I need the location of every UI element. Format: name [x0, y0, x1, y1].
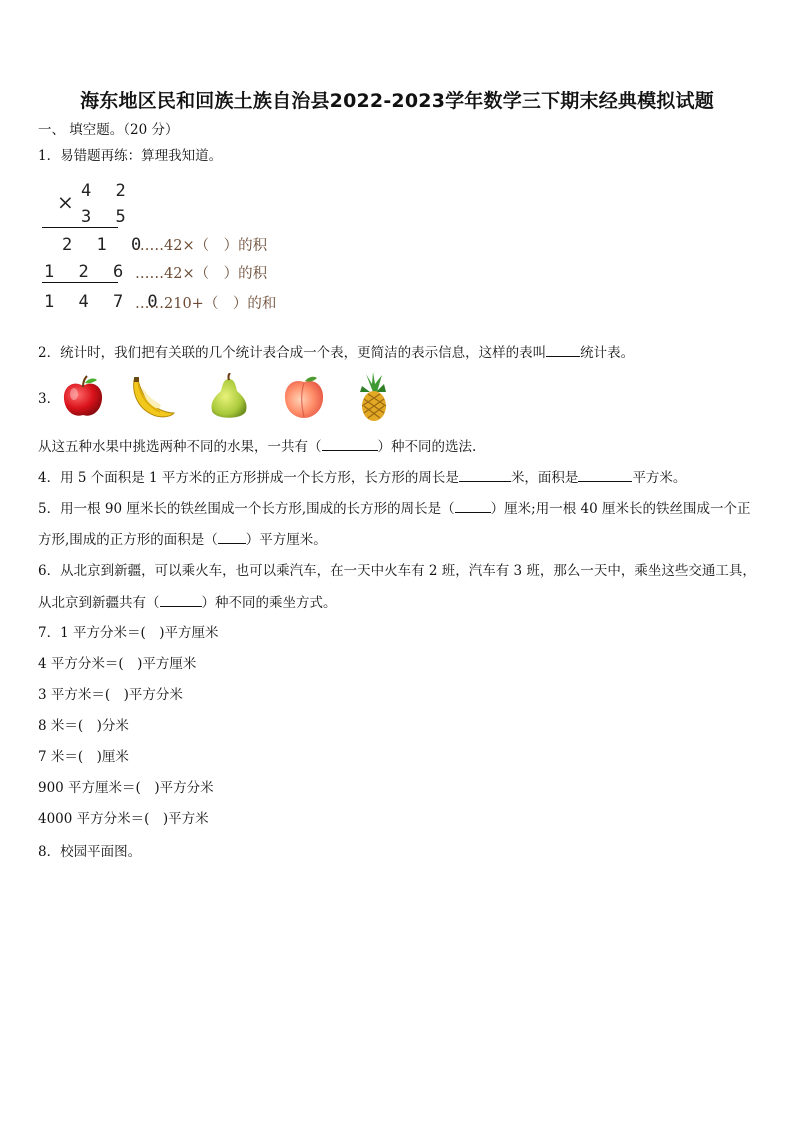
question-6-line-1: 6．从北京到新疆，可以乘火车，也可以乘汽车，在一天中火车有 2 班，汽车有 3 班，那么一天中，乘坐这些交通工具， [38, 563, 756, 579]
rule-line-1 [42, 227, 118, 228]
conversion-item: 900 平方厘米＝( )平方分米 [38, 780, 214, 796]
question-4-part2: 米，面积是 [510, 470, 579, 486]
multiplicand: 4 2 [81, 181, 133, 201]
banana-icon [126, 376, 176, 420]
answer-blank[interactable] [455, 499, 491, 513]
answer-blank[interactable] [160, 593, 202, 607]
multiplier: 3 5 [81, 207, 133, 227]
hint-3: ……210+（ ）的和 [135, 296, 277, 312]
question-3-text [38, 437, 476, 456]
section-heading: 一、 填空题。（20 分） [38, 122, 179, 138]
question-4 [38, 468, 686, 487]
question-4-part1: 4．用 5 个面积是 1 平方米的正方形拼成一个长方形，长方形的周长是 [38, 470, 459, 486]
question-5-part2: ）厘米;用一根 40 厘米长的铁丝围成一个正 [490, 501, 751, 517]
question-6-part1: 从北京到新疆共有（ [38, 595, 160, 611]
peach-icon [281, 374, 327, 420]
conversion-item: 4 平方分米＝( )平方厘米 [38, 656, 197, 672]
conversion-item: 4000 平方分米＝( )平方米 [38, 811, 209, 827]
question-2-suffix: 统计表。 [580, 345, 635, 361]
question-3-suffix: ）种不同的选法. [377, 439, 477, 455]
partial-product-2: 1 2 6 [44, 262, 131, 282]
question-5-part4: ）平方厘米。 [245, 532, 327, 548]
question-2-text: 2．统计时，我们把有关联的几个统计表合成一个表，更简洁的表示信息，这样的表叫 [38, 345, 547, 361]
question-1-text: 1．易错题再练：算理我知道。 [38, 148, 223, 164]
answer-blank[interactable] [322, 437, 378, 451]
multiply-sign: × [57, 190, 74, 214]
final-product: 1 4 7 0 [44, 292, 165, 312]
pineapple-icon [352, 372, 394, 422]
question-6-part2: ）种不同的乘坐方式。 [201, 595, 337, 611]
conversion-item: 3 平方米＝( )平方分米 [38, 687, 183, 703]
conversion-item: 8 米＝( )分米 [38, 718, 129, 734]
perimeter-blank[interactable] [459, 468, 511, 482]
question-2 [38, 343, 634, 362]
question-6-line-2 [38, 593, 337, 612]
hint-2: ……42×（ ）的积 [135, 266, 268, 282]
rule-line-2 [42, 282, 118, 283]
question-5-part3: 方形,围成的正方形的面积是（ [38, 532, 218, 548]
question-5-line-2 [38, 530, 327, 549]
conversion-item: 7．1 平方分米＝( )平方厘米 [38, 625, 219, 641]
page-title: 海东地区民和回族土族自治县2022-2023学年数学三下期末经典模拟试题 [80, 90, 714, 112]
hint-1: ……42×（ ）的积 [135, 238, 268, 254]
area-blank[interactable] [578, 468, 632, 482]
answer-blank[interactable] [546, 343, 580, 357]
question-5-part1: 5．用一根 90 厘米长的铁丝围成一个长方形,围成的长方形的周长是（ [38, 501, 455, 517]
answer-blank[interactable] [218, 530, 246, 544]
question-3-number: 3． [38, 391, 61, 407]
question-8-text: 8．校园平面图。 [38, 844, 142, 860]
conversion-item: 7 米＝( )厘米 [38, 749, 129, 765]
apple-icon [60, 374, 106, 420]
partial-product-1: 2 1 0 [62, 235, 149, 255]
question-4-part3: 平方米。 [632, 470, 687, 486]
pear-icon [206, 373, 252, 421]
question-5-line-1 [38, 499, 750, 518]
question-3-prefix: 从这五种水果中挑选两种不同的水果，一共有（ [38, 439, 322, 455]
